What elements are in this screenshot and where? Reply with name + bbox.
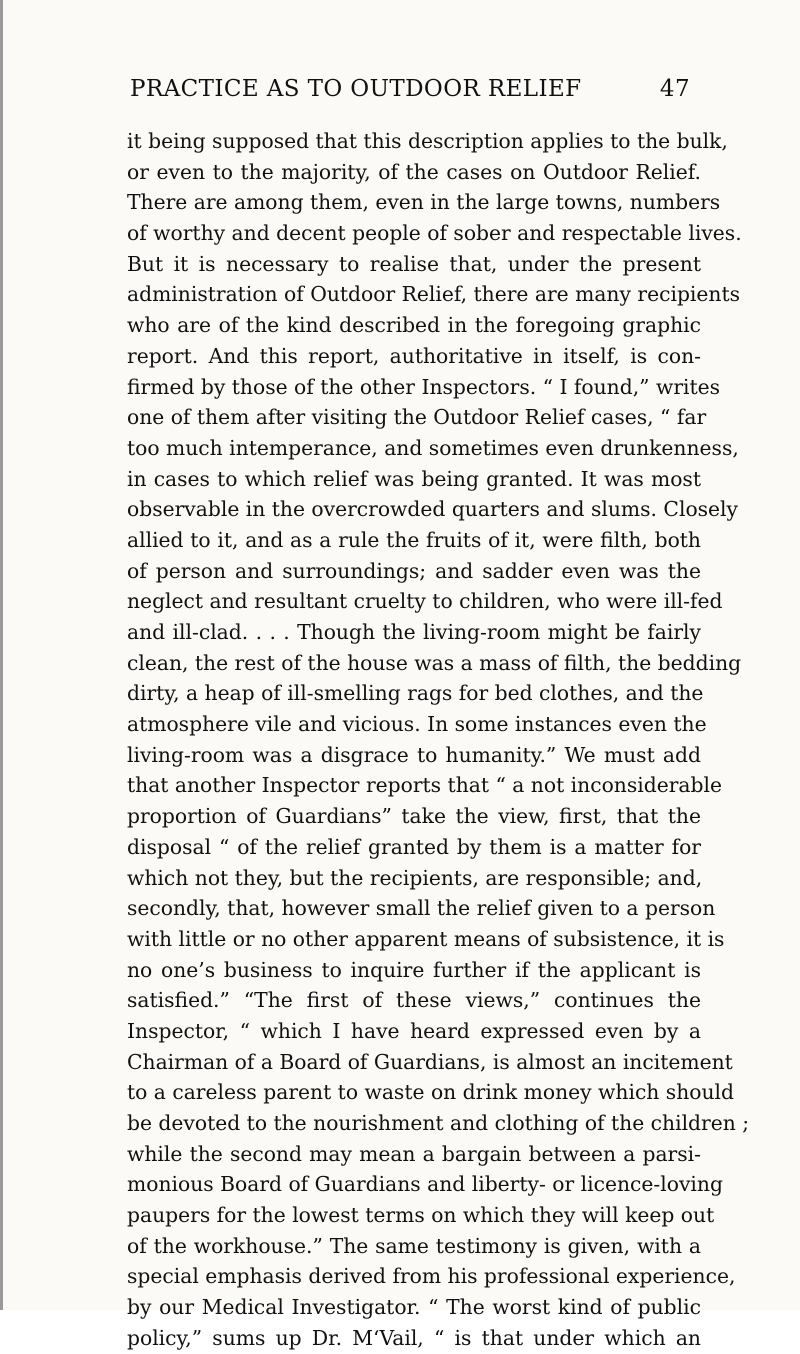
- text-line: There are among them, even in the large towns, numbers: [127, 190, 721, 215]
- text-line: firmed by those of the other Inspectors. “ I found,” writes: [127, 374, 721, 399]
- text-line: or even to the majority, of the cases on Outdoor Relief.: [127, 159, 701, 184]
- text-line: Inspector, “ which I have heard expressed even by a: [127, 1018, 701, 1043]
- text-line: with little or no other apparent means of subsistence, it is: [127, 926, 725, 951]
- text-line: administration of Outdoor Relief, there are many recipients: [127, 282, 741, 307]
- text-line: observable in the overcrowded quarters and slums. Closely: [127, 497, 739, 522]
- text-line: monious Board of Guardians and liberty- or licence-loving: [127, 1172, 723, 1197]
- text-line: it being supposed that this description applies to the bulk,: [127, 129, 728, 153]
- text-line: who are of the kind described in the foregoing graphic: [127, 313, 701, 338]
- text-line: of worthy and decent people of sober and respectable lives.: [127, 221, 742, 246]
- text-line: while the second may mean a bargain between a parsi-: [127, 1141, 701, 1166]
- text-line: be devoted to the nourishment and clothing of the children ;: [127, 1111, 750, 1135]
- text-line: proportion of Guardians” take the view, first, that the: [127, 804, 701, 829]
- text-line: one of them after visiting the Outdoor Relief cases, “ far: [127, 405, 707, 430]
- text-line: living-room was a disgrace to humanity.” We must add: [127, 742, 701, 767]
- text-line: paupers for the lowest terms on which they will keep out: [127, 1203, 715, 1228]
- text-line: of person and surroundings; and sadder even was the: [127, 558, 701, 583]
- text-line: satisfied.” “The first of these views,” continues the: [127, 988, 701, 1013]
- text-line: Chairman of a Board of Guardians, is almost an incitement: [127, 1049, 733, 1074]
- text-line: by our Medical Investigator. “ The worst kind of public: [127, 1295, 701, 1320]
- text-line: clean, the rest of the house was a mass of filth, the bedding: [127, 650, 742, 675]
- text-line: of the workhouse.” The same testimony is given, with a: [127, 1233, 701, 1258]
- text-line: no one’s business to inquire further if the applicant is: [127, 957, 701, 982]
- text-line: to a careless parent to waste on drink money which should: [127, 1080, 735, 1105]
- page-header: [130, 76, 690, 116]
- text-line: report. And this report, authoritative in itself, is con-: [127, 343, 701, 368]
- text-line: atmosphere vile and vicious. In some instances even the: [127, 712, 707, 737]
- text-line: disposal “ of the relief granted by them is a matter for: [127, 834, 701, 859]
- body-text: [127, 126, 750, 1354]
- page-number: 47: [659, 76, 690, 102]
- text-line: neglect and resultant cruelty to children, who were ill-fed: [127, 589, 723, 614]
- text-line: in cases to which relief was being granted. It was most: [127, 466, 701, 491]
- text-line: that another Inspector reports that “ a not inconsiderable: [127, 773, 722, 798]
- text-line: allied to it, and as a rule the fruits of it, were filth, both: [127, 527, 701, 552]
- text-line: too much intemperance, and sometimes even drunkenness,: [127, 435, 739, 460]
- page-edge: [0, 0, 3, 1310]
- text-line: and ill-clad. . . . Though the living-room might be fairly: [127, 620, 701, 644]
- text-line: But it is necessary to realise that, under the present: [127, 251, 701, 276]
- text-line: special emphasis derived from his professional experience,: [127, 1264, 736, 1289]
- text-line: policy,” sums up Dr. M‘Vail, “ is that under which an: [127, 1325, 701, 1350]
- text-line: secondly, that, however small the relief given to a person: [127, 896, 716, 921]
- text-line: which not they, but the recipients, are responsible; and,: [127, 865, 703, 890]
- running-head: PRACTICE AS TO OUTDOOR RELIEF: [130, 76, 582, 102]
- text-line: dirty, a heap of ill-smelling rags for bed clothes, and the: [127, 681, 704, 706]
